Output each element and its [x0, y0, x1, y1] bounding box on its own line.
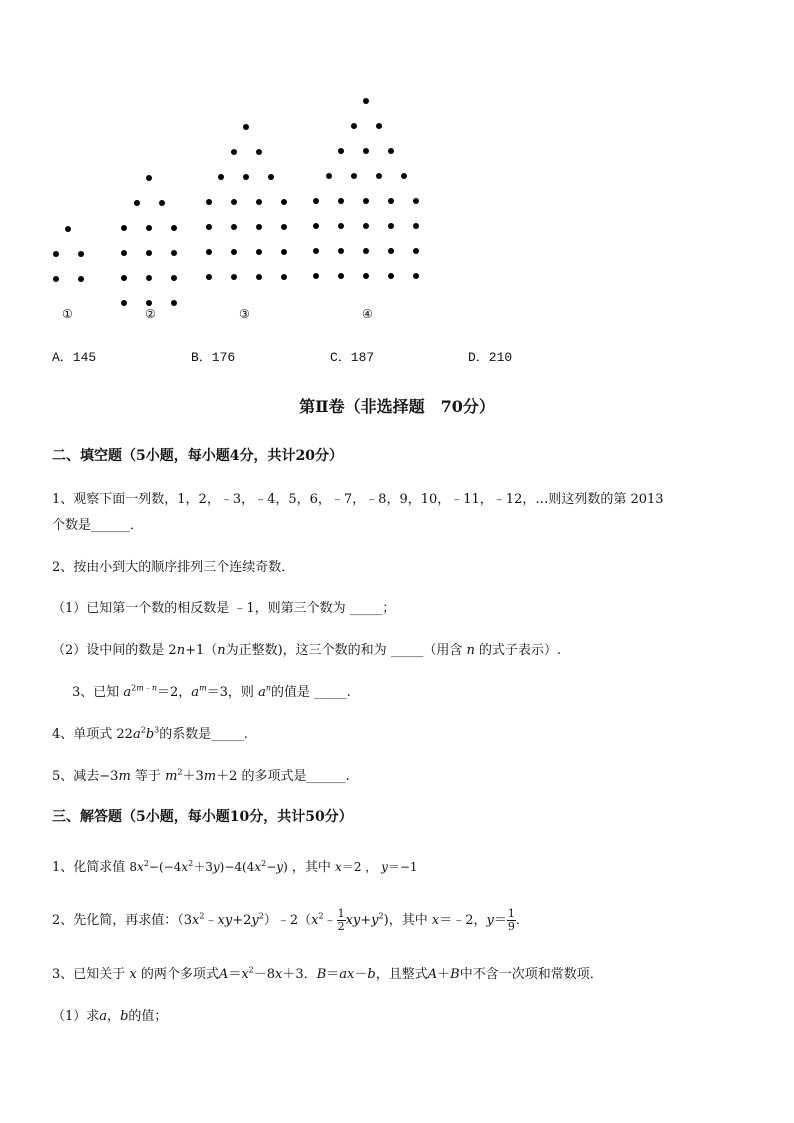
figure-label-2: ② — [145, 307, 156, 321]
solve-q1-a: 1、化简求值 — [52, 860, 130, 875]
fill-q2-part1: （1）已知第一个数的相反数是 ﹣1，则第三个数为 _____； — [52, 601, 396, 616]
pattern-dot — [313, 248, 319, 254]
pattern-dot — [363, 148, 369, 154]
fill-q3-a: 3、已知 — [72, 685, 124, 700]
pattern-dot — [171, 250, 177, 256]
pattern-dot — [146, 300, 152, 306]
pattern-dot — [363, 198, 369, 204]
solve-q2-b: ﹣2（ — [276, 913, 312, 928]
pattern-dot — [388, 248, 394, 254]
solve-q2: 2、先化简，再求值：$(3x^2﹣xy+2y^2)﹣2(x^2﹣$ $\frac{1}{2}$ $xy+y^2$)，其中 x＝﹣2，y＝ $\frac{1}{9}$ ． — [52, 907, 529, 933]
fill-q2-part2-c: 为正整数)，这三个数的和为 _____（用含 — [225, 643, 463, 658]
pattern-dot — [78, 276, 84, 282]
fill-q4: 4、单项式 $22a^2b^3$的系数是_____. — [52, 725, 248, 742]
pattern-dot — [256, 149, 262, 155]
pattern-dot — [146, 275, 152, 281]
pattern-dot — [65, 226, 71, 232]
option-c: C．187 — [330, 350, 375, 365]
fill-q4-a: 4、单项式 22 — [52, 727, 133, 742]
pattern-dot — [146, 225, 152, 231]
fill-q4-b: 的系数是_____. — [159, 727, 248, 742]
pattern-dot — [146, 250, 152, 256]
pattern-dot — [338, 248, 344, 254]
pattern-dot — [256, 249, 262, 255]
solve-q3-part1-a: （1）求 — [52, 1009, 100, 1024]
pattern-dot — [376, 123, 382, 129]
pattern-dot — [313, 223, 319, 229]
pattern-dot — [268, 174, 274, 180]
pattern-dot — [351, 173, 357, 179]
pattern-dot — [338, 198, 344, 204]
pattern-dot — [146, 175, 152, 181]
pattern-dot — [338, 148, 344, 154]
pattern-dot — [218, 174, 224, 180]
solve-q2-c: ，其中 — [388, 913, 428, 928]
pattern-dot — [376, 173, 382, 179]
solve-q1-b: ，其中 — [291, 860, 331, 875]
pattern-dot — [243, 124, 249, 130]
pattern-dot — [206, 249, 212, 255]
fill-q3-b: ＝2， — [157, 685, 192, 700]
solve-q2-a: 2、先化简，再求值：（3 — [52, 913, 193, 928]
option-a: A．145 — [52, 350, 97, 365]
solve-q3-b: 的两个多项式 — [140, 967, 219, 982]
fill-q2-part2-a: （2）设中间的数是 2 — [52, 643, 177, 658]
pattern-dot — [256, 199, 262, 205]
pattern-dot — [313, 273, 319, 279]
pattern-dot — [388, 148, 394, 154]
pattern-dot — [134, 200, 140, 206]
solve-q3-part1-b: 的值； — [128, 1009, 168, 1024]
pattern-dot — [256, 274, 262, 280]
pattern-dot — [53, 276, 59, 282]
pattern-dot — [388, 273, 394, 279]
pattern-dot — [121, 225, 127, 231]
pattern-dot — [281, 249, 287, 255]
solve-q3-e: 中不含一次项和常数项． — [459, 967, 603, 982]
solve-q3: 3、已知关于 x 的两个多项式$A=x^2-8x+3$．B＝ax－b，且整式A＋B中不含一次项和常数项． — [52, 965, 603, 982]
pattern-dot — [231, 149, 237, 155]
option-b: B．176 — [191, 350, 236, 365]
pattern-dot — [413, 223, 419, 229]
fill-q5: 5、减去−3m 等于 $m^2+3m+2$ 的多项式是______. — [52, 767, 350, 784]
pattern-dot — [78, 251, 84, 257]
pattern-dot — [363, 273, 369, 279]
pattern-dot — [281, 274, 287, 280]
fill-q2-part2-d: 的式子表示）. — [478, 643, 562, 658]
pattern-dot — [413, 273, 419, 279]
fill-q2-part2-b: +1（ — [185, 643, 218, 658]
pattern-dot — [413, 248, 419, 254]
section-3-header: 三、解答题（5小题，每小题10分，共计50分） — [52, 809, 353, 825]
pattern-dot — [363, 223, 369, 229]
pattern-dot — [171, 275, 177, 281]
fill-q1-line1: 1、观察下面一列数，1，2，﹣3，﹣4，5，6，﹣7，﹣8，9，10，﹣11，﹣12，…则这列数的第 2013 — [52, 492, 664, 507]
fill-q3: 3、已知 $a^{2m﹣n}=2$，$a^m=3$，则 $a^n$的值是 _____. — [72, 683, 351, 700]
fill-q2-part2: （2）设中间的数是 2n+1（n为正整数)，这三个数的和为 _____（用含 n 的式子表示）. — [52, 643, 562, 658]
figure-label-1: ① — [62, 307, 73, 321]
solve-q3-part1: （1）求a，b的值； — [52, 1009, 168, 1024]
fill-q3-d: 的值是 _____. — [270, 685, 351, 700]
solve-q1: 1、化简求值 $8x^2-(-4x^2+3y)-4(4x^2-y)$ ，其中 x＝2 ， y＝−1 — [52, 859, 418, 875]
pattern-dot — [338, 223, 344, 229]
pattern-dot — [171, 225, 177, 231]
pattern-dot — [121, 250, 127, 256]
solve-q3-a: 3、已知关于 — [52, 967, 126, 982]
pattern-dot — [413, 198, 419, 204]
pattern-dot — [281, 224, 287, 230]
pattern-dot — [206, 224, 212, 230]
fill-q2: 2、按由小到大的顺序排列三个连续奇数． — [52, 560, 295, 575]
pattern-dot — [388, 223, 394, 229]
fill-q3-c: ＝3，则 — [206, 685, 259, 700]
pattern-dot — [243, 174, 249, 180]
pattern-dot — [281, 199, 287, 205]
pattern-dot — [171, 300, 177, 306]
solve-q3-d: ，且整式 — [375, 967, 428, 982]
solve-q3-c: ． — [303, 967, 317, 982]
pattern-dot — [363, 98, 369, 104]
pattern-dot — [231, 224, 237, 230]
figure-label-3: ③ — [239, 307, 250, 321]
option-d: D．210 — [468, 350, 513, 365]
pattern-dot — [53, 251, 59, 257]
fill-q1-line2: 个数是______． — [52, 518, 144, 533]
pattern-dot — [388, 198, 394, 204]
pattern-dot — [206, 274, 212, 280]
pattern-dot — [351, 123, 357, 129]
fill-q5-c: 的多项式是______. — [241, 769, 350, 784]
part-2-title: 第Ⅱ卷（非选择题 70分） — [299, 397, 495, 416]
pattern-dot — [121, 275, 127, 281]
fill-q5-a: 5、减去 — [52, 769, 100, 784]
pattern-dot — [326, 173, 332, 179]
pattern-dot — [231, 249, 237, 255]
pattern-dot — [313, 198, 319, 204]
fill-q5-b: 等于 — [134, 769, 161, 784]
pattern-dot — [401, 173, 407, 179]
pattern-dot — [206, 199, 212, 205]
figure-label-4: ④ — [362, 307, 373, 321]
pattern-dot — [159, 200, 165, 206]
pattern-dot — [256, 224, 262, 230]
pattern-dot — [231, 199, 237, 205]
section-2-header: 二、填空题（5小题，每小题4分，共计20分） — [52, 448, 343, 464]
pattern-dot — [121, 300, 127, 306]
pattern-dot — [338, 273, 344, 279]
pattern-dot — [363, 248, 369, 254]
pattern-dot — [231, 274, 237, 280]
